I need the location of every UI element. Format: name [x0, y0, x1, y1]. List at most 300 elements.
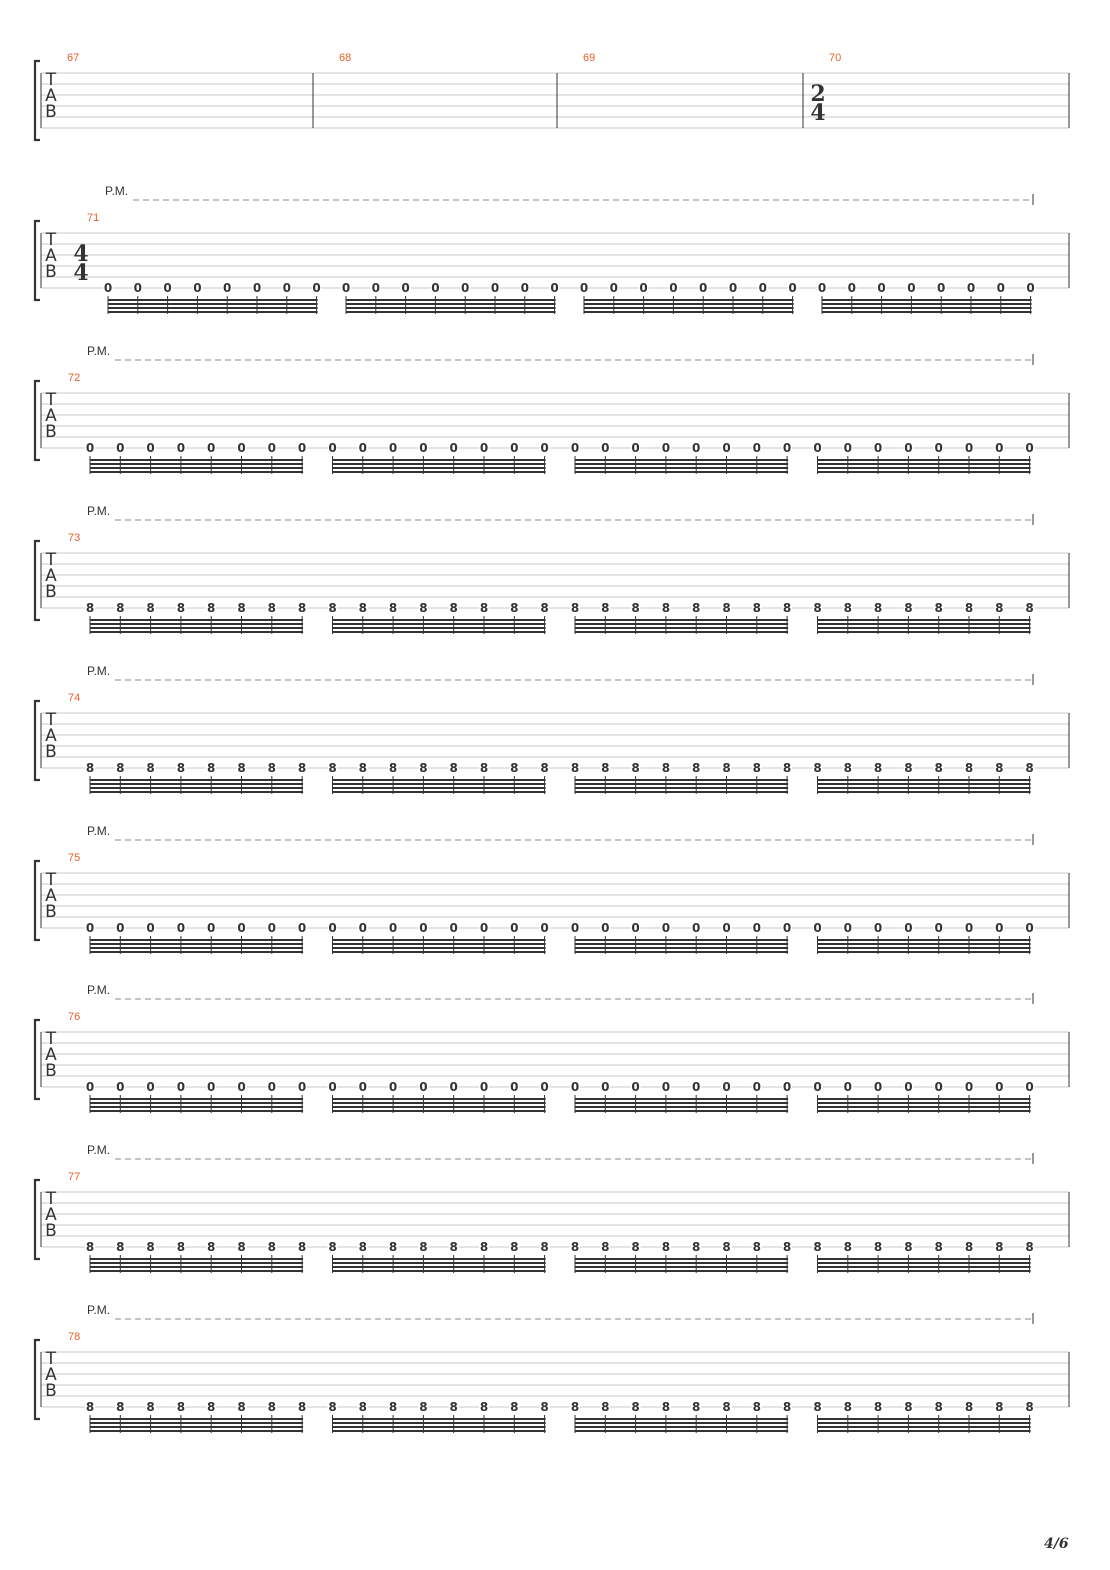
beam	[575, 791, 788, 793]
beam	[575, 943, 788, 945]
beam	[333, 1418, 546, 1420]
tab-system	[35, 1303, 1069, 1433]
beam	[90, 463, 303, 465]
beam	[90, 1102, 303, 1104]
tab-note: 8	[85, 1400, 95, 1414]
beam	[584, 299, 794, 301]
tab-note: 8	[297, 1240, 307, 1254]
tab-note: 8	[661, 1240, 671, 1254]
beam	[333, 1422, 546, 1424]
beam	[575, 951, 788, 953]
beam	[333, 1266, 546, 1268]
tab-note: 0	[176, 1080, 186, 1094]
beam	[575, 631, 788, 633]
beam	[818, 943, 1031, 945]
tab-note: 0	[510, 441, 519, 455]
tab-note: 8	[116, 1240, 125, 1254]
tab-note: 0	[550, 281, 559, 295]
tab-note: 0	[419, 441, 428, 455]
tab-clef-letter: A	[45, 86, 57, 106]
tab-note: 0	[146, 921, 155, 935]
tab-note: 8	[116, 601, 125, 615]
tab-system	[35, 52, 1069, 140]
tab-note: 8	[479, 1400, 489, 1414]
tab-note: 0	[328, 921, 337, 935]
beam	[818, 951, 1031, 953]
beam	[818, 467, 1031, 469]
tab-note: 0	[431, 281, 440, 295]
beam	[818, 1270, 1031, 1272]
tab-note: 0	[661, 441, 671, 455]
beam	[333, 779, 546, 781]
beam	[818, 787, 1031, 789]
beam	[90, 779, 303, 781]
beam	[575, 1266, 788, 1268]
beam	[90, 947, 303, 949]
system-bracket	[35, 221, 40, 300]
tab-note: 0	[692, 441, 701, 455]
beam	[818, 1430, 1031, 1432]
tab-note: 8	[540, 761, 549, 775]
beam	[90, 1270, 303, 1272]
tab-note: 0	[964, 441, 974, 455]
beam	[818, 619, 1031, 621]
tab-note: 0	[843, 1080, 852, 1094]
tab-note: 8	[995, 1240, 1004, 1254]
system-bracket	[35, 701, 40, 780]
beam	[90, 1110, 303, 1112]
time-signature-digit: 2	[810, 81, 826, 107]
tab-note: 0	[116, 441, 125, 455]
page-number: 4/6	[1044, 1536, 1069, 1552]
tab-note: 8	[722, 601, 731, 615]
tab-note: 0	[722, 441, 731, 455]
tab-note: 0	[116, 1080, 125, 1094]
tab-note: 0	[479, 921, 489, 935]
beam	[333, 1430, 546, 1432]
tab-note: 8	[843, 1240, 852, 1254]
tab-note: 0	[813, 921, 822, 935]
palm-mute-label: P.M.	[87, 1143, 111, 1157]
tab-note: 0	[520, 281, 529, 295]
tab-note: 0	[934, 441, 943, 455]
beam	[346, 299, 556, 301]
palm-mute-label: P.M.	[87, 344, 111, 358]
tab-note: 8	[388, 1240, 398, 1254]
tab-note: 8	[873, 1400, 883, 1414]
tab-note: 0	[996, 281, 1005, 295]
tab-note: 8	[419, 1400, 428, 1414]
tab-note: 8	[176, 601, 186, 615]
tab-note: 0	[1025, 441, 1034, 455]
beam	[90, 471, 303, 473]
measure-number: 72	[68, 372, 81, 384]
tab-clef-letter: B	[45, 902, 57, 922]
tab-note: 0	[1025, 921, 1034, 935]
tab-note: 0	[966, 281, 976, 295]
tab-note: 0	[358, 1080, 367, 1094]
beam	[818, 1102, 1031, 1104]
tab-note: 8	[388, 601, 398, 615]
beam	[818, 627, 1031, 629]
tab-clef-letter: T	[45, 1349, 57, 1369]
tab-note: 8	[419, 761, 428, 775]
beam	[575, 783, 788, 785]
tab-note: 8	[540, 1400, 549, 1414]
tab-note: 8	[540, 1240, 549, 1254]
tab-note: 8	[752, 601, 761, 615]
tab-note: 8	[964, 761, 974, 775]
palm-mute-label: P.M.	[87, 983, 111, 997]
tab-note: 0	[782, 441, 792, 455]
tab-note: 8	[267, 1240, 276, 1254]
tab-note: 8	[904, 601, 913, 615]
tab-clef-letter: A	[45, 566, 57, 586]
beam	[108, 311, 318, 313]
beam	[90, 1262, 303, 1264]
tab-note: 0	[722, 1080, 731, 1094]
tab-note: 8	[570, 601, 580, 615]
tab-note: 0	[873, 921, 883, 935]
tab-note: 8	[601, 761, 610, 775]
beam	[818, 1418, 1031, 1420]
tab-note: 8	[570, 1400, 580, 1414]
tab-clef-letter: T	[45, 230, 57, 250]
tab-note: 0	[371, 281, 380, 295]
beam	[575, 627, 788, 629]
beam	[90, 1418, 303, 1420]
beam	[90, 787, 303, 789]
tab-note: 8	[176, 1240, 186, 1254]
tab-clef-letter: T	[45, 870, 57, 890]
tab-note: 0	[788, 281, 797, 295]
tab-note: 0	[661, 1080, 671, 1094]
beam	[575, 1098, 788, 1100]
beam	[108, 307, 318, 309]
tab-note: 0	[479, 1080, 489, 1094]
tab-note: 8	[388, 1400, 398, 1414]
tab-note: 0	[297, 1080, 307, 1094]
beam	[575, 471, 788, 473]
tab-note: 0	[907, 281, 916, 295]
tab-note: 0	[601, 1080, 610, 1094]
tab-note: 0	[401, 281, 410, 295]
tab-note: 8	[510, 761, 519, 775]
beam	[90, 619, 303, 621]
beam	[333, 939, 546, 941]
beam	[346, 307, 556, 309]
time-signature-digit: 4	[73, 241, 89, 267]
measure-number: 76	[68, 1011, 81, 1023]
tab-note: 8	[843, 601, 852, 615]
measure-number: 71	[87, 212, 100, 224]
tab-note: 0	[297, 921, 307, 935]
tab-note: 0	[873, 1080, 883, 1094]
beam	[575, 619, 788, 621]
system-bracket	[35, 61, 40, 140]
beam	[818, 939, 1031, 941]
tab-note: 8	[328, 1240, 337, 1254]
tab-note: 0	[609, 281, 618, 295]
beam	[818, 463, 1031, 465]
beam	[575, 1262, 788, 1264]
tab-note: 0	[661, 921, 671, 935]
tab-note: 0	[579, 281, 589, 295]
tab-note: 8	[267, 1400, 276, 1414]
tab-note: 0	[163, 281, 172, 295]
beam	[90, 1106, 303, 1108]
tab-note: 0	[843, 921, 852, 935]
tab-note: 0	[358, 921, 367, 935]
tab-note: 8	[388, 761, 398, 775]
tab-note: 0	[388, 441, 398, 455]
beam	[333, 1106, 546, 1108]
tab-note: 0	[964, 1080, 974, 1094]
tab-system	[35, 824, 1069, 954]
beam	[333, 1262, 546, 1264]
beam	[575, 1430, 788, 1432]
tab-note: 0	[934, 1080, 943, 1094]
beam	[822, 299, 1032, 301]
beam	[90, 1422, 303, 1424]
beam	[333, 1258, 546, 1260]
beam	[818, 471, 1031, 473]
palm-mute-label: P.M.	[87, 824, 111, 838]
tab-note: 8	[1025, 1240, 1034, 1254]
tab-note: 8	[934, 1240, 943, 1254]
tab-note: 0	[133, 281, 142, 295]
tab-note: 0	[510, 921, 519, 935]
tab-note: 8	[358, 601, 367, 615]
tab-note: 8	[297, 761, 307, 775]
measure-number: 77	[68, 1171, 81, 1183]
beam	[90, 627, 303, 629]
beam	[333, 619, 546, 621]
tab-note: 8	[934, 601, 943, 615]
tab-note: 8	[995, 601, 1004, 615]
beam	[90, 1426, 303, 1428]
tab-note: 8	[479, 601, 489, 615]
tab-note: 8	[904, 1240, 913, 1254]
tab-note: 8	[813, 1240, 822, 1254]
tab-clef-letter: T	[45, 710, 57, 730]
beam	[575, 623, 788, 625]
tab-clef-letter: T	[45, 1029, 57, 1049]
tab-note: 0	[995, 921, 1004, 935]
beam	[333, 631, 546, 633]
tab-note: 8	[207, 601, 216, 615]
tab-note: 8	[843, 1400, 852, 1414]
tab-note: 0	[146, 1080, 155, 1094]
beam	[575, 467, 788, 469]
tab-note: 0	[782, 1080, 792, 1094]
tab-note: 8	[752, 1400, 761, 1414]
tab-note: 8	[934, 761, 943, 775]
tab-note: 0	[937, 281, 946, 295]
tab-system	[35, 1143, 1069, 1273]
tab-note: 0	[570, 441, 580, 455]
measure-number: 75	[68, 852, 81, 864]
tab-note: 8	[904, 761, 913, 775]
tab-system	[35, 664, 1069, 794]
tab-note: 0	[85, 921, 95, 935]
beam	[818, 1422, 1031, 1424]
beam	[818, 1426, 1031, 1428]
beam	[575, 1418, 788, 1420]
tab-note: 8	[146, 761, 155, 775]
tab-note: 0	[449, 441, 458, 455]
beam	[818, 783, 1031, 785]
measure-number: 73	[68, 532, 81, 544]
tab-note: 8	[782, 761, 792, 775]
tab-note: 8	[813, 601, 822, 615]
tab-note: 8	[1025, 601, 1034, 615]
measure-number: 68	[339, 52, 352, 64]
tab-note: 0	[995, 1080, 1004, 1094]
tab-note: 8	[1025, 761, 1034, 775]
tab-note: 0	[176, 921, 186, 935]
tab-clef-letter: B	[45, 1061, 57, 1081]
tab-note: 8	[692, 1240, 701, 1254]
tab-clef-letter: T	[45, 70, 57, 90]
tab-note: 0	[631, 1080, 640, 1094]
tab-note: 8	[237, 601, 246, 615]
tab-note: 0	[1026, 281, 1035, 295]
tab-note: 0	[540, 441, 549, 455]
beam	[584, 303, 794, 305]
measure-number: 67	[67, 52, 80, 64]
tab-system	[35, 983, 1069, 1113]
tab-note: 8	[631, 761, 640, 775]
tab-note: 8	[782, 601, 792, 615]
tab-note: 0	[267, 441, 276, 455]
tab-note: 8	[873, 761, 883, 775]
beam	[575, 947, 788, 949]
time-signature-digit: 4	[73, 260, 89, 286]
beam	[90, 1258, 303, 1260]
tab-note: 0	[873, 441, 883, 455]
tab-note: 0	[358, 441, 367, 455]
tab-note: 8	[570, 1240, 580, 1254]
palm-mute-label: P.M.	[87, 664, 111, 678]
beam	[333, 783, 546, 785]
beam	[575, 779, 788, 781]
tab-note: 8	[449, 1240, 458, 1254]
beam	[333, 623, 546, 625]
palm-mute-label: P.M.	[105, 184, 129, 198]
beam	[333, 471, 546, 473]
tab-note: 8	[540, 601, 549, 615]
tab-note: 0	[328, 441, 337, 455]
tab-note: 0	[782, 921, 792, 935]
tab-note: 0	[631, 441, 640, 455]
beam	[575, 463, 788, 465]
tab-note: 8	[85, 601, 95, 615]
tab-note: 8	[752, 1240, 761, 1254]
tab-note: 0	[419, 1080, 428, 1094]
beam	[818, 1258, 1031, 1260]
tab-note: 8	[297, 601, 307, 615]
beam	[90, 631, 303, 633]
tab-note: 0	[252, 281, 262, 295]
tab-note: 8	[328, 761, 337, 775]
tab-note: 0	[639, 281, 648, 295]
tab-note: 0	[570, 1080, 580, 1094]
beam	[575, 1110, 788, 1112]
tab-clef-letter: A	[45, 406, 57, 426]
tab-note: 8	[207, 1240, 216, 1254]
beam	[90, 1098, 303, 1100]
tab-note: 8	[237, 1400, 246, 1414]
tab-note: 0	[540, 1080, 549, 1094]
tab-clef-letter: B	[45, 742, 57, 762]
tab-note: 0	[752, 441, 761, 455]
tab-note: 0	[692, 1080, 701, 1094]
tab-note: 8	[146, 1240, 155, 1254]
tab-note: 8	[904, 1400, 913, 1414]
beam	[346, 311, 556, 313]
beam	[575, 787, 788, 789]
beam	[333, 1102, 546, 1104]
beam	[818, 1262, 1031, 1264]
tab-note: 0	[207, 1080, 216, 1094]
tab-note: 0	[176, 441, 186, 455]
beam	[818, 947, 1031, 949]
tab-note: 8	[116, 1400, 125, 1414]
tab-note: 0	[282, 281, 291, 295]
tab-note: 8	[813, 761, 822, 775]
tab-note: 8	[479, 1240, 489, 1254]
tab-clef-letter: A	[45, 246, 57, 266]
tab-note: 0	[328, 1080, 337, 1094]
beam	[346, 303, 556, 305]
tab-note: 8	[661, 761, 671, 775]
tab-note: 8	[449, 601, 458, 615]
beam	[818, 623, 1031, 625]
tab-note: 0	[847, 281, 856, 295]
tab-note: 8	[964, 1240, 974, 1254]
tab-note: 0	[877, 281, 886, 295]
beam	[90, 791, 303, 793]
beam	[333, 947, 546, 949]
beam	[575, 1270, 788, 1272]
beam	[90, 1266, 303, 1268]
tab-note: 8	[692, 601, 701, 615]
tab-clef-letter: B	[45, 102, 57, 122]
tab-note: 0	[297, 441, 307, 455]
beam	[90, 783, 303, 785]
beam	[818, 1106, 1031, 1108]
beam	[90, 943, 303, 945]
tab-note: 8	[358, 1240, 367, 1254]
beam	[818, 631, 1031, 633]
tab-system	[35, 504, 1069, 634]
tab-note: 8	[510, 601, 519, 615]
tab-note: 0	[1025, 1080, 1034, 1094]
tab-note: 8	[601, 1240, 610, 1254]
beam	[108, 299, 318, 301]
beam	[333, 943, 546, 945]
tab-note: 0	[728, 281, 738, 295]
tab-note: 0	[479, 441, 489, 455]
tab-note: 0	[388, 921, 398, 935]
tab-clef-letter: B	[45, 1381, 57, 1401]
tab-note: 8	[510, 1240, 519, 1254]
tab-note: 0	[341, 281, 351, 295]
beam	[108, 303, 318, 305]
tab-note: 0	[964, 921, 974, 935]
tab-clef-letter: A	[45, 1205, 57, 1225]
